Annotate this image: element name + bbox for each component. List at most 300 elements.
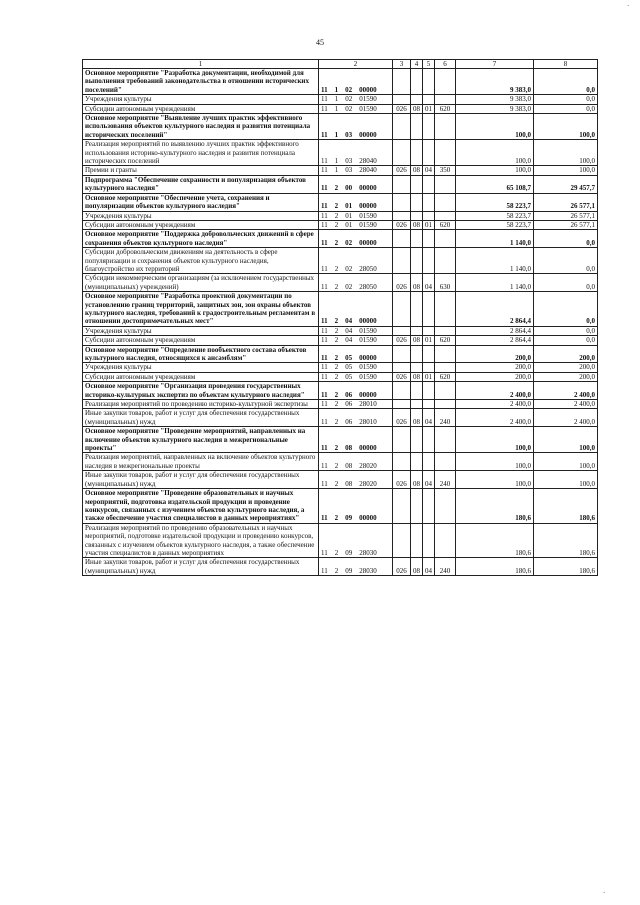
program-code-cell xyxy=(319,345,393,363)
row-name-cell: Подпрограмма "Обеспечение сохранности и популяризация объектов культурного наследия" xyxy=(83,175,319,193)
section-code-cell xyxy=(411,363,423,372)
ministry-code-cell: 026 xyxy=(393,558,411,576)
amount-col8-cell: 0,0 xyxy=(534,326,598,335)
program-code-part: 11 xyxy=(321,417,328,426)
program-code-cell xyxy=(319,471,393,489)
subsection-code-cell xyxy=(423,382,435,400)
program-code-part: 2 xyxy=(334,514,339,523)
subsection-code-cell xyxy=(423,114,435,140)
expense-type-code-cell: 620 xyxy=(435,336,456,345)
subsection-code-cell xyxy=(423,193,435,211)
column-header: 5 xyxy=(423,60,435,69)
program-code-part: 06 xyxy=(345,417,353,426)
program-code-part: 2 xyxy=(334,548,339,557)
column-header: 6 xyxy=(435,60,456,69)
program-code-part: 2 xyxy=(334,282,339,291)
subsection-code-cell xyxy=(423,427,435,453)
amount-col8-cell: 180,6 xyxy=(534,489,598,524)
program-code-part: 01590 xyxy=(359,104,377,113)
amount-col7-cell: 2 864,4 xyxy=(456,292,534,327)
row-name-cell: Основное мероприятие "Организация проведения государственных историко-культурных экспертиз по объектам культурного наследия" xyxy=(83,382,319,400)
subsection-code-cell xyxy=(423,292,435,327)
program-code-part: 11 xyxy=(321,238,328,247)
section-code-cell xyxy=(411,193,423,211)
amount-col8-cell: 0,0 xyxy=(534,104,598,113)
expense-type-code-cell xyxy=(435,382,456,400)
amount-col8-cell: 0,0 xyxy=(534,274,598,292)
program-code-part: 02 xyxy=(345,95,353,104)
subsection-code-cell: 01 xyxy=(423,372,435,381)
expense-type-code-cell: 240 xyxy=(435,558,456,576)
section-code-cell xyxy=(411,453,423,471)
table-row xyxy=(83,363,598,372)
amount-col7-cell: 200,0 xyxy=(456,345,534,363)
ministry-code-cell: 026 xyxy=(393,274,411,292)
program-code-part: 11 xyxy=(321,317,328,326)
amount-col8-cell: 26 577,1 xyxy=(534,193,598,211)
program-code-part: 05 xyxy=(345,363,353,372)
program-code-part: 00000 xyxy=(359,514,377,523)
ministry-code-cell: 026 xyxy=(393,471,411,489)
row-name-cell: Основное мероприятие "Разработка проектной документации по установлению границ территорий, защитных зон, зон охраны объектов культурного наследия, требований к градостроительным регламентам в отношении достопримечательных мест" xyxy=(83,292,319,327)
program-code-part: 1 xyxy=(334,95,339,104)
program-code-cell xyxy=(319,372,393,381)
ministry-code-cell xyxy=(393,69,411,95)
amount-col8-cell: 100,0 xyxy=(534,427,598,453)
ministry-code-cell xyxy=(393,523,411,558)
expense-type-code-cell: 620 xyxy=(435,104,456,113)
program-code-part: 11 xyxy=(321,514,328,523)
table-row xyxy=(83,274,598,292)
section-code-cell xyxy=(411,326,423,335)
program-code-cell xyxy=(319,326,393,335)
ministry-code-cell xyxy=(393,175,411,193)
row-name-cell: Основное мероприятие "Обеспечение учета, сохранения и популяризации объектов культурного наследия" xyxy=(83,193,319,211)
program-code-part: 11 xyxy=(321,461,328,470)
edge-tick-mark: · xyxy=(603,889,606,897)
ministry-code-cell xyxy=(393,326,411,335)
subsection-code-cell xyxy=(423,140,435,166)
program-code-part: 11 xyxy=(321,354,328,362)
ministry-code-cell xyxy=(393,211,411,220)
ministry-code-cell xyxy=(393,95,411,104)
subsection-code-cell xyxy=(423,345,435,363)
program-code-part: 28030 xyxy=(359,548,377,557)
table-row xyxy=(83,336,598,345)
amount-col7-cell: 180,6 xyxy=(456,558,534,576)
edge-tick-mark: · xyxy=(627,2,630,10)
amount-col8-cell: 100,0 xyxy=(534,114,598,140)
row-name-cell: Основное мероприятие "Выявление лучших практик эффективного использования объектов культурного наследия и развития потенциала исторических поселений" xyxy=(83,114,319,140)
row-name-cell: Субсидии добровольческим движениям на деятельность в сфере популяризации и сохранения объектов культурного наследия, благоустройство их территорий xyxy=(83,248,319,274)
program-code-part: 2 xyxy=(334,264,339,273)
table-row xyxy=(83,175,598,193)
program-code-part: 03 xyxy=(345,130,353,139)
program-code-part: 11 xyxy=(321,85,328,94)
expense-type-code-cell xyxy=(435,95,456,104)
program-code-cell xyxy=(319,453,393,471)
program-code-part: 09 xyxy=(345,548,353,557)
table-row xyxy=(83,489,598,524)
ministry-code-cell xyxy=(393,453,411,471)
amount-col8-cell: 100,0 xyxy=(534,140,598,166)
program-code-part: 01590 xyxy=(359,336,377,345)
budget-table xyxy=(82,59,598,576)
program-code-cell xyxy=(319,292,393,327)
table-row xyxy=(83,471,598,489)
program-code-part: 2 xyxy=(334,372,339,381)
expense-type-code-cell xyxy=(435,523,456,558)
row-name-cell: Учреждения культуры xyxy=(83,211,319,220)
row-name-cell: Премии и гранты xyxy=(83,166,319,175)
subsection-code-cell xyxy=(423,211,435,220)
amount-col7-cell: 100,0 xyxy=(456,453,534,471)
amount-col7-cell: 1 140,0 xyxy=(456,248,534,274)
ministry-code-cell xyxy=(393,382,411,400)
program-code-part: 04 xyxy=(345,336,353,345)
program-code-part: 1 xyxy=(334,104,339,113)
program-code-cell xyxy=(319,409,393,427)
program-code-part: 28020 xyxy=(359,479,377,488)
program-code-part: 28040 xyxy=(359,157,377,166)
table-row xyxy=(83,95,598,104)
program-code-part: 11 xyxy=(321,130,328,139)
row-name-cell: Иные закупки товаров, работ и услуг для обеспечения государственных (муниципальных) нужд xyxy=(83,558,319,576)
program-code-part: 11 xyxy=(321,548,328,557)
subsection-code-cell xyxy=(423,363,435,372)
table-row xyxy=(83,104,598,113)
table-row xyxy=(83,248,598,274)
column-number-row xyxy=(83,60,598,69)
amount-col7-cell: 9 383,0 xyxy=(456,104,534,113)
program-code-part: 28050 xyxy=(359,264,377,273)
expense-type-code-cell xyxy=(435,114,456,140)
amount-col8-cell: 180,6 xyxy=(534,558,598,576)
program-code-part: 28030 xyxy=(359,566,377,575)
program-code-cell xyxy=(319,211,393,220)
row-name-cell: Реализация мероприятий по проведению историко-культурной экспертизы xyxy=(83,400,319,409)
program-code-part: 2 xyxy=(334,326,339,335)
program-code-part: 28020 xyxy=(359,461,377,470)
row-name-cell: Учреждения культуры xyxy=(83,95,319,104)
program-code-part: 00000 xyxy=(359,317,377,326)
amount-col7-cell: 58 223,7 xyxy=(456,220,534,229)
section-code-cell: 08 xyxy=(411,471,423,489)
subsection-code-cell: 04 xyxy=(423,558,435,576)
subsection-code-cell xyxy=(423,248,435,274)
program-code-part: 00000 xyxy=(359,390,377,399)
amount-col7-cell: 58 223,7 xyxy=(456,211,534,220)
table-row xyxy=(83,292,598,327)
expense-type-code-cell xyxy=(435,326,456,335)
program-code-part: 2 xyxy=(334,390,339,399)
program-code-cell xyxy=(319,166,393,175)
subsection-code-cell: 04 xyxy=(423,166,435,175)
program-code-part: 00000 xyxy=(359,130,377,139)
amount-col7-cell: 1 140,0 xyxy=(456,274,534,292)
amount-col8-cell: 200,0 xyxy=(534,345,598,363)
program-code-part: 02 xyxy=(345,264,353,273)
amount-col8-cell: 200,0 xyxy=(534,372,598,381)
program-code-part: 08 xyxy=(345,461,353,470)
amount-col8-cell: 0,0 xyxy=(534,69,598,95)
program-code-part: 02 xyxy=(345,85,353,94)
amount-col7-cell: 9 383,0 xyxy=(456,95,534,104)
amount-col8-cell: 0,0 xyxy=(534,230,598,248)
row-name-cell: Субсидии автономным учреждениям xyxy=(83,220,319,229)
program-code-part: 09 xyxy=(345,514,353,523)
program-code-part: 00000 xyxy=(359,85,377,94)
expense-type-code-cell xyxy=(435,175,456,193)
table-row xyxy=(83,220,598,229)
program-code-part: 28010 xyxy=(359,417,377,426)
program-code-part: 2 xyxy=(334,461,339,470)
amount-col8-cell: 29 457,7 xyxy=(534,175,598,193)
row-name-cell: Иные закупки товаров, работ и услуг для обеспечения государственных (муниципальных) нужд xyxy=(83,471,319,489)
program-code-part: 03 xyxy=(345,157,353,166)
row-name-cell: Реализация мероприятий по выявлению лучших практик эффективного использования историко-культурного наследия и развития потенциала исторических поселений xyxy=(83,140,319,166)
column-header: 8 xyxy=(534,60,598,69)
program-code-part: 08 xyxy=(345,479,353,488)
subsection-code-cell: 04 xyxy=(423,409,435,427)
subsection-code-cell xyxy=(423,400,435,409)
amount-col7-cell: 2 864,4 xyxy=(456,326,534,335)
row-name-cell: Субсидии автономным учреждениям xyxy=(83,104,319,113)
program-code-part: 11 xyxy=(321,166,328,175)
expense-type-code-cell xyxy=(435,427,456,453)
program-code-cell xyxy=(319,69,393,95)
amount-col8-cell: 200,0 xyxy=(534,363,598,372)
expense-type-code-cell xyxy=(435,345,456,363)
amount-col7-cell: 2 864,4 xyxy=(456,336,534,345)
section-code-cell: 08 xyxy=(411,166,423,175)
subsection-code-cell: 04 xyxy=(423,471,435,489)
subsection-code-cell xyxy=(423,326,435,335)
program-code-cell xyxy=(319,104,393,113)
subsection-code-cell: 04 xyxy=(423,274,435,292)
program-code-cell xyxy=(319,95,393,104)
program-code-part: 11 xyxy=(321,220,328,229)
amount-col8-cell: 100,0 xyxy=(534,166,598,175)
amount-col7-cell: 100,0 xyxy=(456,471,534,489)
program-code-part: 2 xyxy=(334,400,339,409)
section-code-cell xyxy=(411,140,423,166)
section-code-cell xyxy=(411,400,423,409)
expense-type-code-cell xyxy=(435,292,456,327)
program-code-part: 2 xyxy=(334,417,339,426)
section-code-cell: 08 xyxy=(411,220,423,229)
program-code-cell xyxy=(319,114,393,140)
subsection-code-cell xyxy=(423,69,435,95)
row-name-cell: Иные закупки товаров, работ и услуг для обеспечения государственных (муниципальных) нужд xyxy=(83,409,319,427)
amount-col7-cell: 65 108,7 xyxy=(456,175,534,193)
program-code-part: 11 xyxy=(321,444,328,453)
table-body xyxy=(83,69,598,576)
amount-col8-cell: 2 400,0 xyxy=(534,409,598,427)
ministry-code-cell xyxy=(393,489,411,524)
row-name-cell: Субсидии автономным учреждениям xyxy=(83,336,319,345)
program-code-part: 09 xyxy=(345,566,353,575)
program-code-part: 04 xyxy=(345,317,353,326)
expense-type-code-cell: 630 xyxy=(435,274,456,292)
subsection-code-cell xyxy=(423,453,435,471)
row-name-cell: Учреждения культуры xyxy=(83,326,319,335)
section-code-cell xyxy=(411,175,423,193)
row-name-cell: Субсидии некоммерческим организациям (за исключением государственных (муниципальных) учреждений) xyxy=(83,274,319,292)
expense-type-code-cell: 240 xyxy=(435,409,456,427)
program-code-part: 01590 xyxy=(359,363,377,372)
program-code-cell xyxy=(319,523,393,558)
amount-col7-cell: 1 140,0 xyxy=(456,230,534,248)
table-row xyxy=(83,326,598,335)
expense-type-code-cell: 620 xyxy=(435,220,456,229)
program-code-cell xyxy=(319,400,393,409)
table-row xyxy=(83,230,598,248)
program-code-cell xyxy=(319,363,393,372)
column-header: 2 xyxy=(319,60,393,69)
program-code-part: 00000 xyxy=(359,354,377,362)
program-code-cell xyxy=(319,248,393,274)
expense-type-code-cell xyxy=(435,400,456,409)
section-code-cell xyxy=(411,292,423,327)
subsection-code-cell: 01 xyxy=(423,336,435,345)
table-row xyxy=(83,114,598,140)
amount-col7-cell: 100,0 xyxy=(456,140,534,166)
row-name-cell: Основное мероприятие "Разработка документации, необходимой для выполнения требований законодательства в отношении исторических поселений" xyxy=(83,69,319,95)
amount-col7-cell: 2 400,0 xyxy=(456,409,534,427)
amount-col7-cell: 100,0 xyxy=(456,114,534,140)
program-code-part: 2 xyxy=(334,354,339,362)
program-code-part: 28010 xyxy=(359,400,377,409)
program-code-part: 00000 xyxy=(359,444,377,453)
table-row xyxy=(83,211,598,220)
program-code-cell xyxy=(319,140,393,166)
table-row xyxy=(83,166,598,175)
section-code-cell: 08 xyxy=(411,558,423,576)
subsection-code-cell xyxy=(423,523,435,558)
program-code-part: 01 xyxy=(345,211,353,220)
expense-type-code-cell: 240 xyxy=(435,471,456,489)
ministry-code-cell xyxy=(393,292,411,327)
program-code-part: 00000 xyxy=(359,202,377,211)
section-code-cell xyxy=(411,230,423,248)
amount-col7-cell: 2 400,0 xyxy=(456,400,534,409)
section-code-cell xyxy=(411,523,423,558)
subsection-code-cell: 01 xyxy=(423,104,435,113)
page-number: 45 xyxy=(316,38,324,47)
table-row xyxy=(83,382,598,400)
program-code-part: 11 xyxy=(321,95,328,104)
program-code-cell xyxy=(319,220,393,229)
ministry-code-cell xyxy=(393,230,411,248)
ministry-code-cell xyxy=(393,140,411,166)
program-code-part: 11 xyxy=(321,211,328,220)
program-code-part: 2 xyxy=(334,211,339,220)
program-code-part: 2 xyxy=(334,363,339,372)
amount-col8-cell: 0,0 xyxy=(534,292,598,327)
section-code-cell xyxy=(411,211,423,220)
program-code-part: 03 xyxy=(345,166,353,175)
program-code-part: 11 xyxy=(321,264,328,273)
expense-type-code-cell xyxy=(435,230,456,248)
row-name-cell: Основное мероприятие "Проведение мероприятий, направленных на включение объектов культурного наследия в межрегиональные проекты" xyxy=(83,427,319,453)
expense-type-code-cell xyxy=(435,248,456,274)
table-row xyxy=(83,140,598,166)
program-code-part: 06 xyxy=(345,400,353,409)
program-code-part: 11 xyxy=(321,104,328,113)
program-code-part: 01590 xyxy=(359,211,377,220)
section-code-cell: 08 xyxy=(411,104,423,113)
ministry-code-cell xyxy=(393,248,411,274)
program-code-part: 05 xyxy=(345,372,353,381)
ministry-code-cell xyxy=(393,363,411,372)
table-row xyxy=(83,523,598,558)
section-code-cell xyxy=(411,95,423,104)
amount-col7-cell: 200,0 xyxy=(456,372,534,381)
row-name-cell: Учреждения культуры xyxy=(83,363,319,372)
program-code-part: 11 xyxy=(321,157,328,166)
program-code-part: 28040 xyxy=(359,166,377,175)
subsection-code-cell xyxy=(423,489,435,524)
ministry-code-cell: 026 xyxy=(393,336,411,345)
section-code-cell: 08 xyxy=(411,409,423,427)
column-header: 1 xyxy=(83,60,319,69)
section-code-cell xyxy=(411,489,423,524)
table-row xyxy=(83,427,598,453)
program-code-cell xyxy=(319,230,393,248)
section-code-cell xyxy=(411,114,423,140)
section-code-cell: 08 xyxy=(411,274,423,292)
row-name-cell: Реализация мероприятий, направленных на включение объектов культурного наследия в межрегиональные проекты xyxy=(83,453,319,471)
ministry-code-cell xyxy=(393,193,411,211)
program-code-part: 00000 xyxy=(359,184,377,193)
amount-col8-cell: 2 400,0 xyxy=(534,382,598,400)
program-code-part: 2 xyxy=(334,202,339,211)
section-code-cell xyxy=(411,248,423,274)
expense-type-code-cell: 350 xyxy=(435,166,456,175)
amount-col7-cell: 2 400,0 xyxy=(456,382,534,400)
expense-type-code-cell xyxy=(435,211,456,220)
program-code-part: 1 xyxy=(334,130,339,139)
program-code-part: 2 xyxy=(334,336,339,345)
amount-col8-cell: 0,0 xyxy=(534,95,598,104)
expense-type-code-cell xyxy=(435,453,456,471)
amount-col8-cell: 100,0 xyxy=(534,453,598,471)
amount-col8-cell: 0,0 xyxy=(534,336,598,345)
amount-col8-cell: 26 577,1 xyxy=(534,220,598,229)
program-code-part: 11 xyxy=(321,566,328,575)
expense-type-code-cell xyxy=(435,69,456,95)
subsection-code-cell xyxy=(423,95,435,104)
table-row xyxy=(83,453,598,471)
ministry-code-cell xyxy=(393,114,411,140)
ministry-code-cell xyxy=(393,400,411,409)
amount-col7-cell: 180,6 xyxy=(456,523,534,558)
program-code-part: 01590 xyxy=(359,95,377,104)
program-code-cell xyxy=(319,274,393,292)
table-row xyxy=(83,400,598,409)
program-code-part: 1 xyxy=(334,157,339,166)
program-code-part: 08 xyxy=(345,444,353,453)
program-code-part: 11 xyxy=(321,184,328,193)
program-code-part: 01590 xyxy=(359,220,377,229)
program-code-cell xyxy=(319,382,393,400)
program-code-part: 04 xyxy=(345,326,353,335)
expense-type-code-cell: 620 xyxy=(435,372,456,381)
table-row xyxy=(83,558,598,576)
program-code-part: 1 xyxy=(334,166,339,175)
program-code-part: 11 xyxy=(321,336,328,345)
